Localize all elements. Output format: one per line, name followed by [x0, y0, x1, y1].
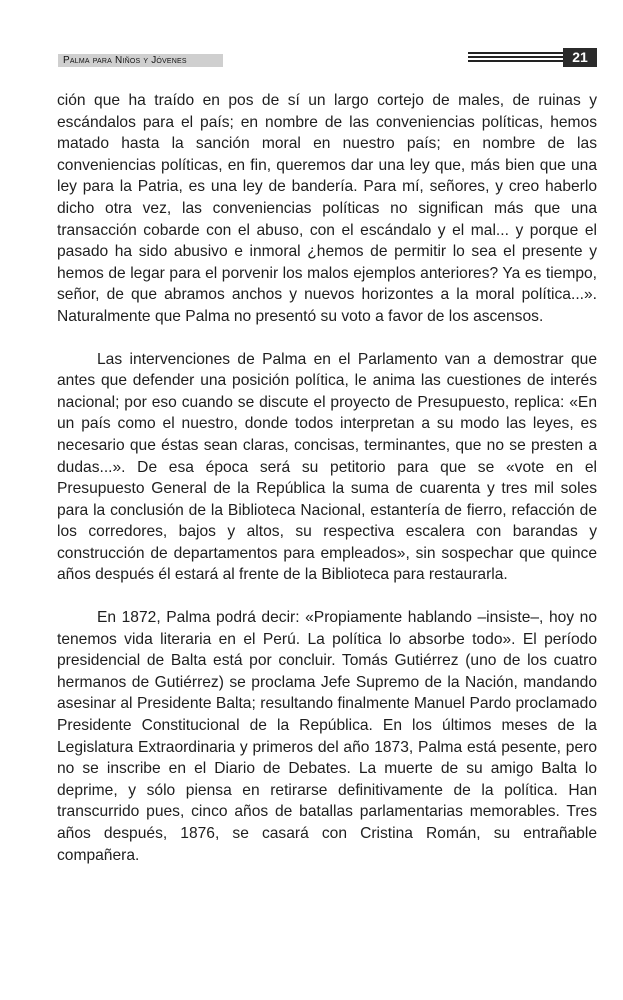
body-text	[57, 90, 597, 866]
paragraph: ción que ha traído en pos de sí un largo cortejo de males, de ruinas y escándalos para el país; en nombre de las conveniencias políticas, hemos matado hasta la sanción moral en nuestro país; en nombre de las conveniencias políticas, en fin, queremos dar una ley que, más bien que una ley para la Patria, es una ley de bandería. Para mí, señores, y creo haberlo dicho otra vez, las conveniencias políticas no significan más que una transacción cobarde con el abuso, con el escándalo y el mal... y porque el pasado ha sido abusivo e inmoral ¿hemos de permitir lo sea el presente y hemos de legar para el porvenir los malos ejemplos anteriores? Ya es tiempo, señor, de que abramos anchos y nuevos horizontes a la moral política...». Naturalmente que Palma no presentó su voto a favor de los ascensos.	[57, 92, 597, 325]
header-rule-line	[468, 60, 564, 62]
paragraph: Las intervenciones de Palma en el Parlamento van a demostrar que antes que defender una posición política, le anima las cuestiones de interés nacional; por eso cuando se discute el proyecto de Presupuesto, replica: «En un país como el nuestro, donde todos interpretan a su modo las leyes, es necesario que éstas sean claras, concisas, terminantes, que no se presten a dudas...». De esa época será su petitorio para que se «vote en el Presupuesto General de la República la suma de cuarenta y tres mil soles para la conclusión de la Biblioteca Nacional, estantería de fierro, refacción de los corredores, bajos y altos, su respectiva escalera con barandas y construcción de departamentos para empleados», sin sospechar que quince años después él estará al frente de la Biblioteca para restaurarla.	[57, 350, 597, 584]
page-number: 21	[563, 48, 597, 67]
running-header-title: Palma para Niños y Jóvenes	[58, 54, 223, 67]
header-rule-line	[468, 52, 564, 54]
header-rule-line	[468, 56, 564, 58]
header-rule	[468, 52, 564, 62]
paragraph: En 1872, Palma podrá decir: «Propiamente hablando –insiste–, hoy no tenemos vida literaria en el Perú. La política lo absorbe todo». El período presidencial de Balta está por concluir. Tomás Gutiérrez (uno de los cuatro hermanos de Gutiérrez) se proclama Jefe Supremo de la Nación, mandando asesinar al Presidente Balta; resultando finalmente Manuel Pardo proclamado Presidente Constitucional de la República. En los últimos meses de la Legislatura Extraordinaria y primeros del año 1873, Palma está pesente, pero no se inscribe en el Diario de Debates. La muerte de su amigo Balta lo deprime, y sólo piensa en retirarse definitivamente de la política. Han transcurrido pues, cinco años de batallas parlamentarias memorables. Tres años después, 1876, se casará con Cristina Román, su entrañable compañera.	[57, 609, 597, 864]
